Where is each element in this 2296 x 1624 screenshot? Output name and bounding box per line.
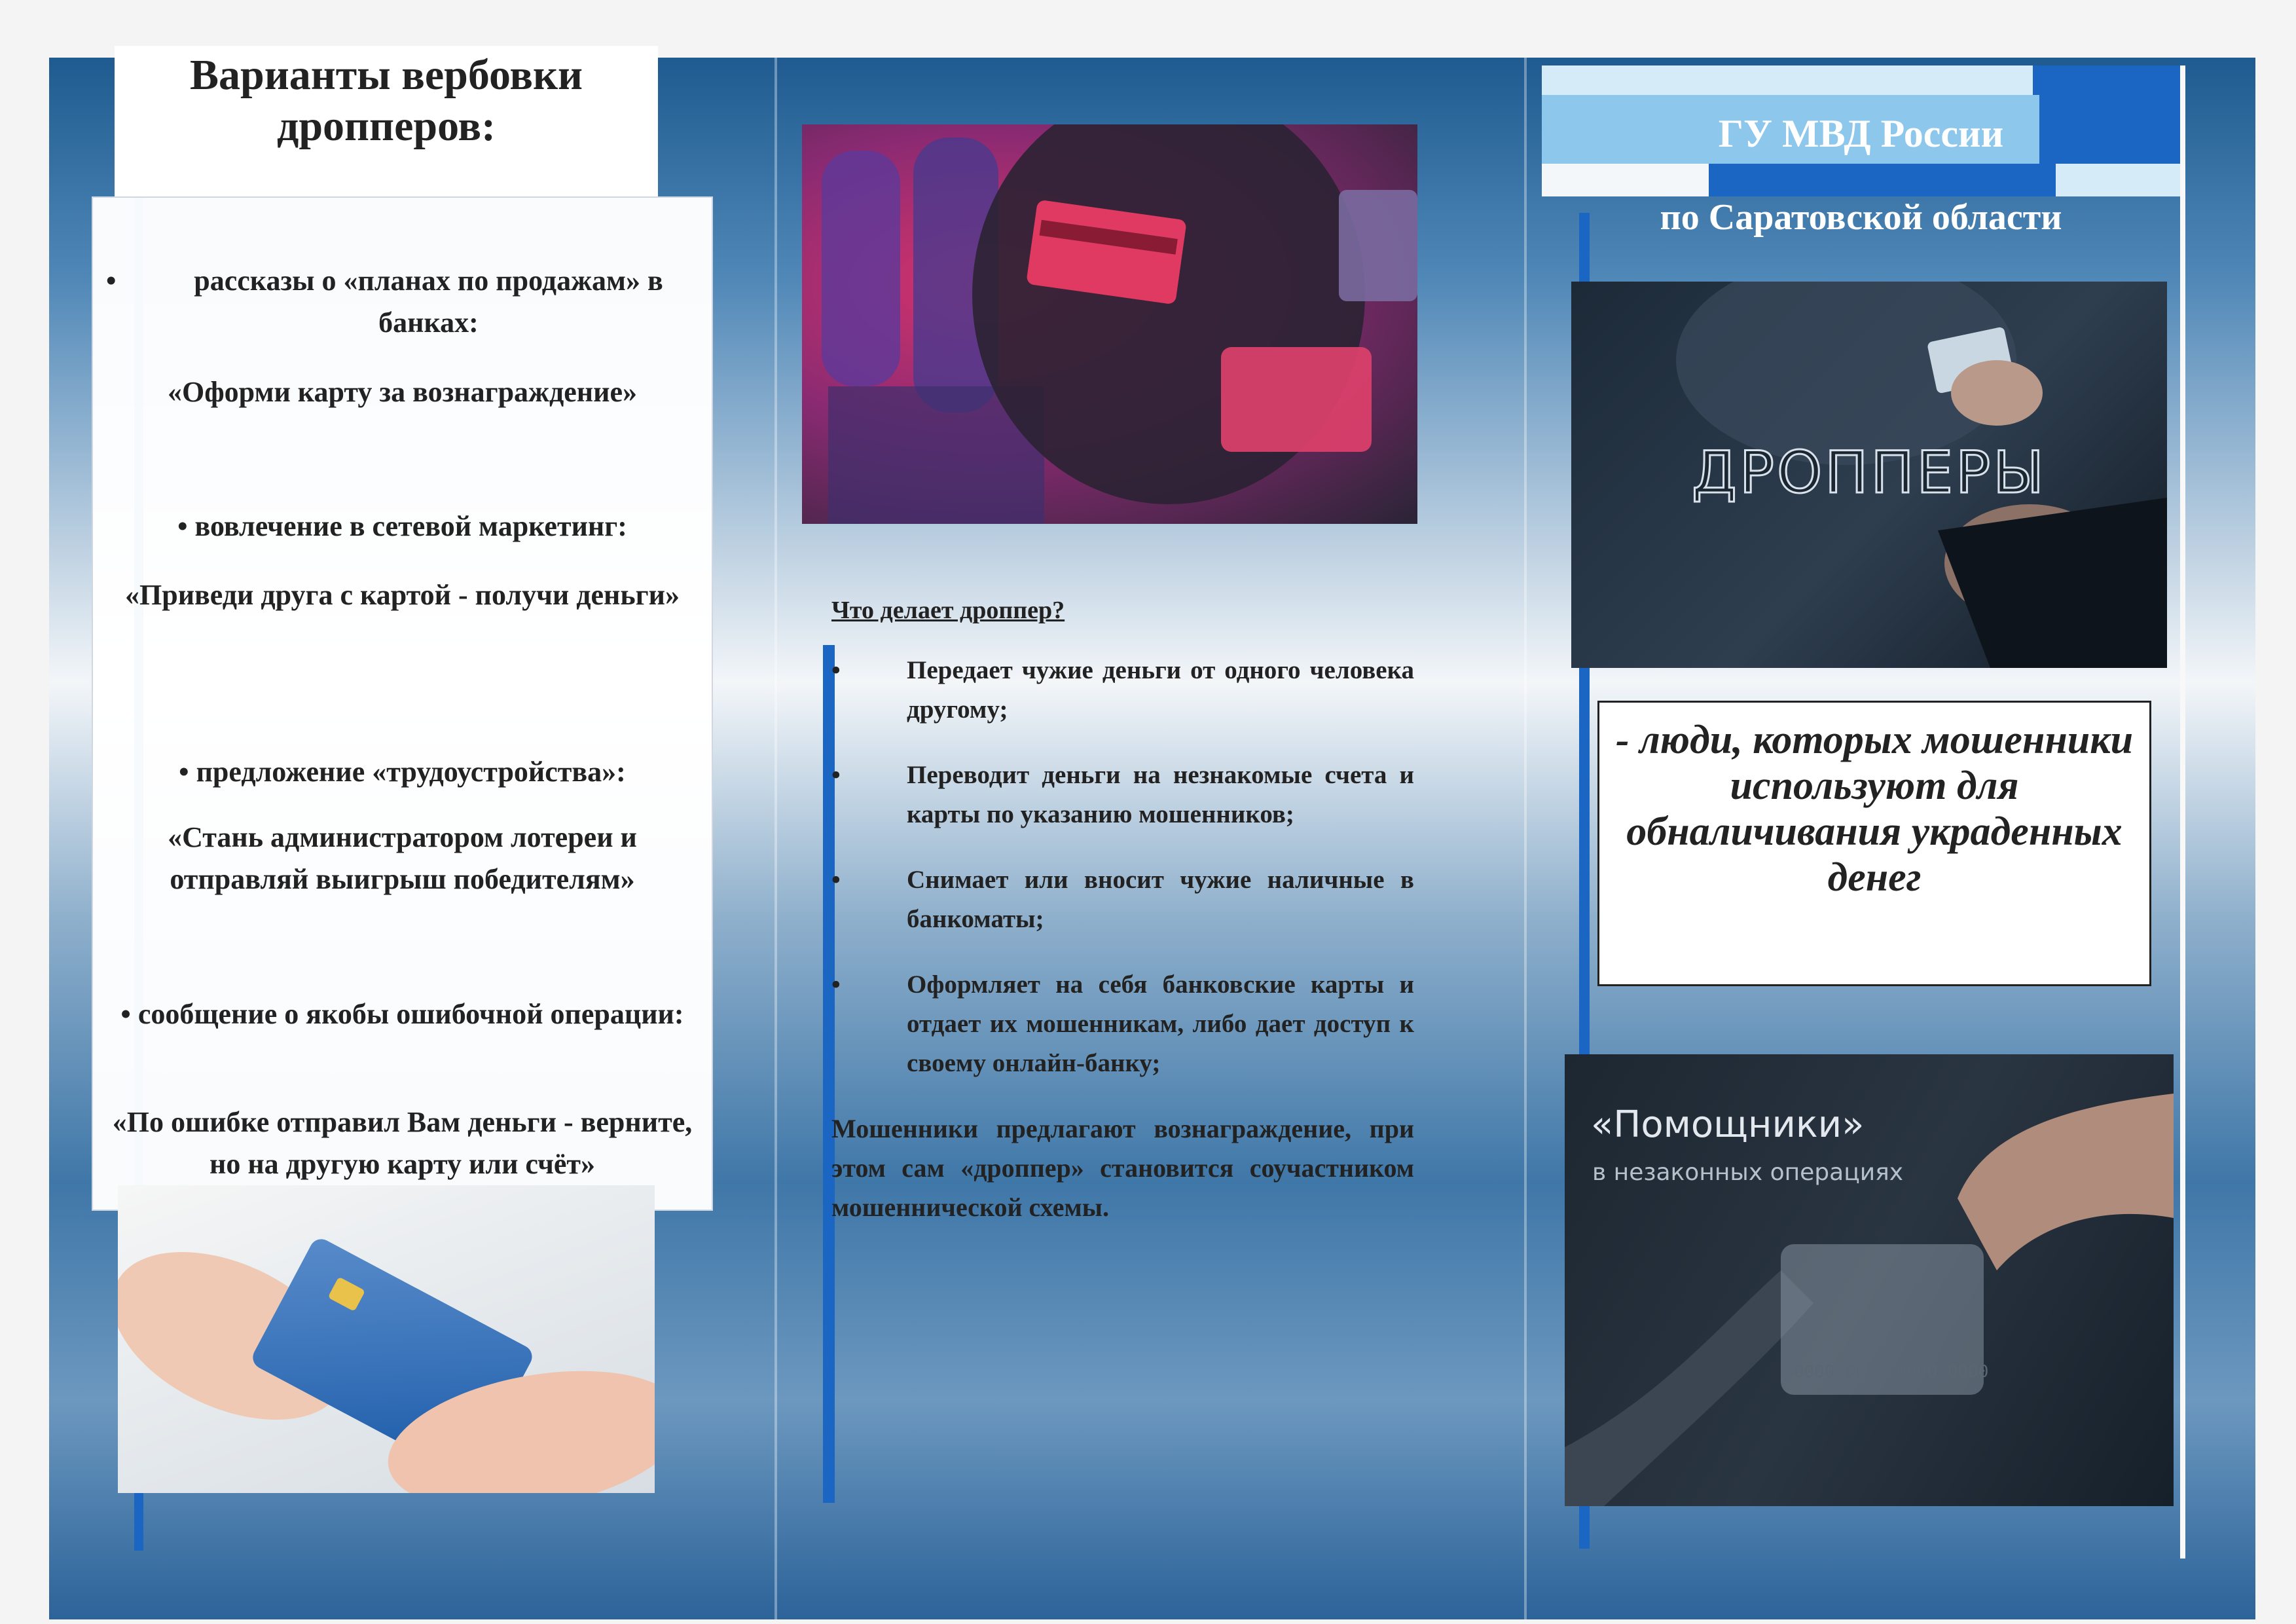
definition-text: - люди, которых мошенники используют для обналичивания украденных денег bbox=[1615, 718, 2134, 900]
list-item-lead: вовлечение в сетевой маркетинг: bbox=[194, 510, 627, 542]
bullet-icon: • bbox=[831, 866, 841, 894]
bullet-icon: • bbox=[179, 756, 189, 788]
bullet-icon: • bbox=[120, 998, 131, 1030]
list-item bbox=[106, 751, 699, 793]
list-item-quote: «Оформи карту за вознаграждение» bbox=[168, 376, 637, 408]
recruitment-list bbox=[92, 196, 713, 1211]
region-name: по Саратовской области bbox=[1660, 197, 2062, 238]
list-item-lead: сообщение о якобы ошибочной операции: bbox=[137, 998, 684, 1030]
list-item bbox=[831, 965, 1414, 1083]
bullet-icon: • bbox=[831, 970, 841, 999]
arrest-photo bbox=[802, 124, 1417, 524]
fold-line-left bbox=[774, 58, 777, 1619]
bullet-icon: • bbox=[177, 510, 188, 542]
bullet-icon: • bbox=[831, 761, 841, 789]
list-item bbox=[831, 860, 1414, 939]
list-item-text: Передает чужие деньги от одного человека другому; bbox=[907, 656, 1414, 724]
recruitment-title-box bbox=[115, 46, 658, 196]
bullet-icon: • bbox=[831, 656, 841, 684]
list-item bbox=[106, 506, 699, 547]
dropper-definition bbox=[1597, 701, 2151, 986]
dropper-actions bbox=[831, 596, 1414, 1227]
list-item-text: Оформляет на себя банковские карты и отдает их мошенникам, либо дает доступ к своему онлайн-банку; bbox=[907, 970, 1414, 1077]
helpers-subtitle: в незаконных операциях bbox=[1592, 1159, 1904, 1186]
list-item-quote: «По ошибке отправил Вам деньги - верните, но на другую карту или счёт» bbox=[112, 1106, 693, 1180]
card-handover-photo bbox=[118, 1185, 655, 1493]
list-item-text: Снимает или вносит чужие наличные в банкоматы; bbox=[907, 866, 1414, 933]
arrest-illustration bbox=[802, 124, 1417, 524]
org-name: ГУ МВД России bbox=[1718, 112, 2004, 155]
bullet-icon: • bbox=[106, 265, 117, 297]
fold-line-right bbox=[1524, 58, 1527, 1619]
list-item-text: Переводит деньги на незнакомые счета и карты по указанию мошенников; bbox=[907, 761, 1414, 828]
droppers-photo bbox=[1571, 282, 2167, 668]
list-item bbox=[831, 756, 1414, 834]
list-item bbox=[106, 993, 699, 1035]
list-item-quote: «Стань администратором лотереи и отправляй выигрыш победителям» bbox=[168, 821, 637, 895]
helpers-title: «Помощники» bbox=[1591, 1103, 1865, 1146]
list-item-quote: «Приведи друга с картой - получи деньги» bbox=[125, 579, 680, 611]
list-item-lead: рассказы о «планах по продажам» в банках: bbox=[194, 265, 663, 339]
card-number: 0000 0000 0000 0000 bbox=[1794, 1362, 1989, 1382]
droppers-word: ДРОППЕРЫ bbox=[1692, 439, 2047, 506]
recruitment-title-line-1: Варианты вербовки bbox=[189, 51, 583, 99]
card-handover-illustration bbox=[118, 1185, 655, 1493]
list-item-lead: предложение «трудоустройства»: bbox=[196, 756, 626, 788]
fraud-warning-text: Мошенники предлагают вознаграждение, при этом сам «дроппер» становится соучастником мошеннической схемы. bbox=[831, 1114, 1414, 1222]
list-item bbox=[831, 651, 1414, 729]
helpers-photo bbox=[1565, 1054, 2174, 1506]
list-item bbox=[106, 260, 699, 344]
recruitment-title-line-2: дропперов: bbox=[276, 102, 496, 150]
dropper-actions-heading: Что делает дроппер? bbox=[831, 597, 1065, 624]
right-edge-strip bbox=[2180, 65, 2185, 1559]
